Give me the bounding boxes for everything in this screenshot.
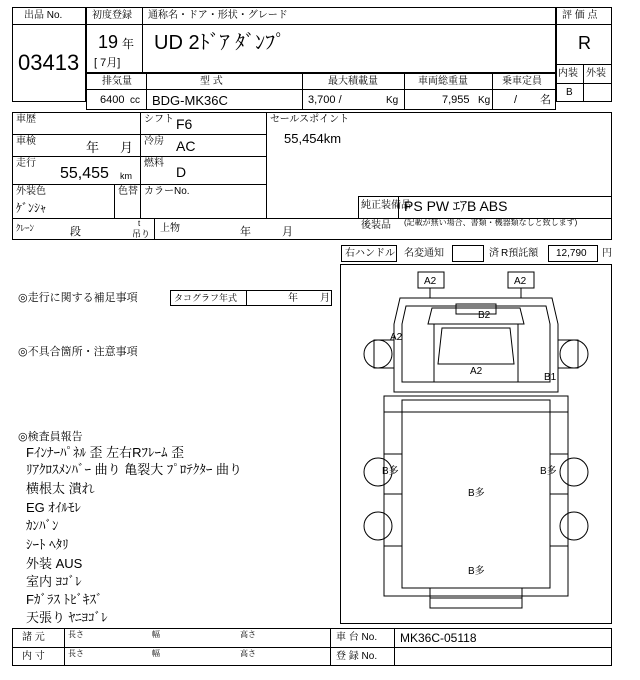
dims-width: 幅 [152, 630, 160, 639]
report-line: Fｶﾞﾗｽ ﾄﾋﾞｷｽﾞ [26, 592, 103, 607]
sales-point: 55,454km [284, 131, 342, 146]
equipment: PS PW ｴｱB ABS [404, 198, 508, 214]
aftermarket-label: 後装品 [361, 220, 391, 231]
first-reg-year: 19 [98, 32, 119, 52]
inspection-label: 車検 [16, 136, 36, 147]
damage-mark: B多 [382, 466, 399, 477]
damage-mark: A2 [390, 332, 403, 343]
mount-label: 上物 [160, 223, 180, 234]
type: BDG-MK36C [152, 93, 228, 108]
capacity-unit: 名 [540, 94, 551, 106]
model-name: UD 2ﾄﾞｱ ﾀﾞﾝﾌﾟ [154, 32, 286, 54]
rating-label: 評 価 点 [562, 10, 598, 21]
name-change-box [452, 245, 484, 262]
damage-mark: A2 [424, 276, 437, 287]
damage-mark: A2 [470, 366, 483, 377]
gross-weight: 7,955 [442, 94, 470, 106]
name-change-label: 名変通知 [404, 248, 444, 259]
reg-label: 登 録 No. [336, 651, 378, 662]
damage-mark: B多 [468, 488, 485, 499]
model-label: 通称名・ドア・形状・グレード [148, 10, 288, 21]
crane-lift: 吊り [132, 229, 151, 239]
mileage: 55,455 [60, 165, 109, 182]
max-load: 3,700 / [308, 94, 342, 106]
dims-height: 高さ [240, 630, 256, 639]
report-line: 横根太 潰れ [26, 481, 95, 496]
crane-stage: 段 [70, 226, 81, 238]
shift: F6 [176, 116, 193, 132]
type-label: 型 式 [200, 76, 223, 87]
chassis-label: 車 台 No. [336, 632, 378, 643]
fuel: D [176, 164, 187, 180]
damage-mark: B1 [544, 372, 557, 383]
inspection-month: 月 [120, 140, 134, 155]
r-amount: 12,790 [556, 248, 587, 259]
color-label: 外装色 [16, 186, 46, 197]
tacho-year: 年 [288, 293, 298, 304]
damage-mark: B多 [540, 466, 557, 477]
tacho-month: 月 [320, 293, 330, 304]
deduct-label: 済 [489, 248, 499, 259]
year-unit: 年 [122, 37, 135, 51]
chassis-no: MK36C-05118 [400, 631, 477, 645]
interior-height: 高さ [240, 649, 256, 658]
truck-diagram [340, 264, 612, 624]
ac: AC [176, 138, 196, 154]
interior-length: 長さ [68, 649, 84, 658]
dims-length: 長さ [68, 630, 84, 639]
first-reg-month: [ 7月] [94, 57, 121, 69]
report-line: EG ｵｲﾙﾓﾚ [26, 500, 81, 515]
report-line: ﾘｱｸﾛｽﾒﾝﾊﾞｰ 曲り 亀裂大 ﾌﾟﾛﾃｸﾀｰ 曲り [26, 462, 242, 477]
displacement-unit: cc [130, 95, 140, 106]
tacho-label: タコグラフ年式 [174, 293, 238, 303]
r-deduct-label: R預託額 [501, 248, 539, 259]
color: ｹﾞﾝｼｬ [16, 201, 47, 215]
capacity-label: 乗車定員 [502, 76, 542, 87]
rating-cell [556, 7, 612, 102]
inspection-year: 年 [86, 140, 100, 155]
inspector-label: ◎検査員報告 [18, 431, 83, 443]
lot-no: 03413 [18, 50, 80, 75]
report-line: 外装 AUS [26, 556, 83, 571]
sales-point-label: セールスポイント [270, 114, 350, 125]
mileage-unit: km [120, 171, 132, 181]
fuel-label: 燃料 [144, 158, 164, 169]
rating: R [578, 33, 591, 53]
lot-no-label: 出品 No. [24, 10, 63, 21]
defects-label: ◎不具合箇所・注意事項 [18, 346, 138, 358]
crane-label: ｸﾚｰﾝ [16, 223, 35, 233]
report-line: ｶﾝﾊﾞﾝ [26, 518, 59, 533]
gross-weight-unit: Kg [478, 95, 491, 106]
ac-label: 冷房 [144, 136, 164, 147]
crane-t: t [138, 219, 141, 228]
damage-mark: B2 [478, 310, 491, 321]
interior-grade-label: 内装 [558, 68, 578, 79]
aftermarket-note: (記載が無い場合、書類・機器類なしと致します) [404, 218, 578, 227]
equipment-label: 純正装備品 [361, 200, 411, 211]
color-change-label: 色替 [118, 186, 138, 197]
history-label: 車歴 [16, 114, 36, 125]
interior-grade: B [566, 87, 573, 98]
gross-weight-label: 車両総重量 [418, 76, 468, 87]
r-unit: 円 [602, 248, 612, 259]
dims-label: 諸 元 [22, 632, 45, 643]
right-hand: 右ハンドル [345, 248, 395, 259]
capacity: / [514, 94, 518, 106]
report-line: Fｲﾝﾅｰﾊﾟﾈﾙ 歪 左右Rﾌﾚｰﾑ 歪 [26, 445, 185, 460]
mount-year: 年 [240, 226, 251, 238]
report-line: ｼｰﾄ ﾍﾀﾘ [26, 537, 69, 552]
report-line: 天張り ﾔﾆﾖｺﾞﾚ [26, 610, 108, 625]
displacement-label: 排気量 [102, 76, 132, 87]
report-line: 室内 ﾖｺﾞﾚ [26, 574, 82, 589]
damage-mark: A2 [514, 276, 527, 287]
interior-dims-label: 内 寸 [22, 651, 45, 662]
color-code-label: カラーNo. [144, 186, 190, 197]
interior-width: 幅 [152, 649, 160, 658]
max-load-label: 最大積載量 [328, 76, 378, 87]
driving-notes-label: ◎走行に関する補足事項 [18, 292, 138, 304]
exterior-grade-label: 外装 [586, 68, 606, 79]
displacement: 6400 [100, 94, 125, 106]
max-load-unit: Kg [386, 95, 399, 106]
damage-mark: B多 [468, 566, 485, 577]
mileage-label: 走行 [16, 158, 36, 169]
shift-label: シフト [144, 114, 174, 125]
first-reg-label: 初度登録 [92, 10, 132, 21]
mount-month: 月 [282, 226, 293, 238]
